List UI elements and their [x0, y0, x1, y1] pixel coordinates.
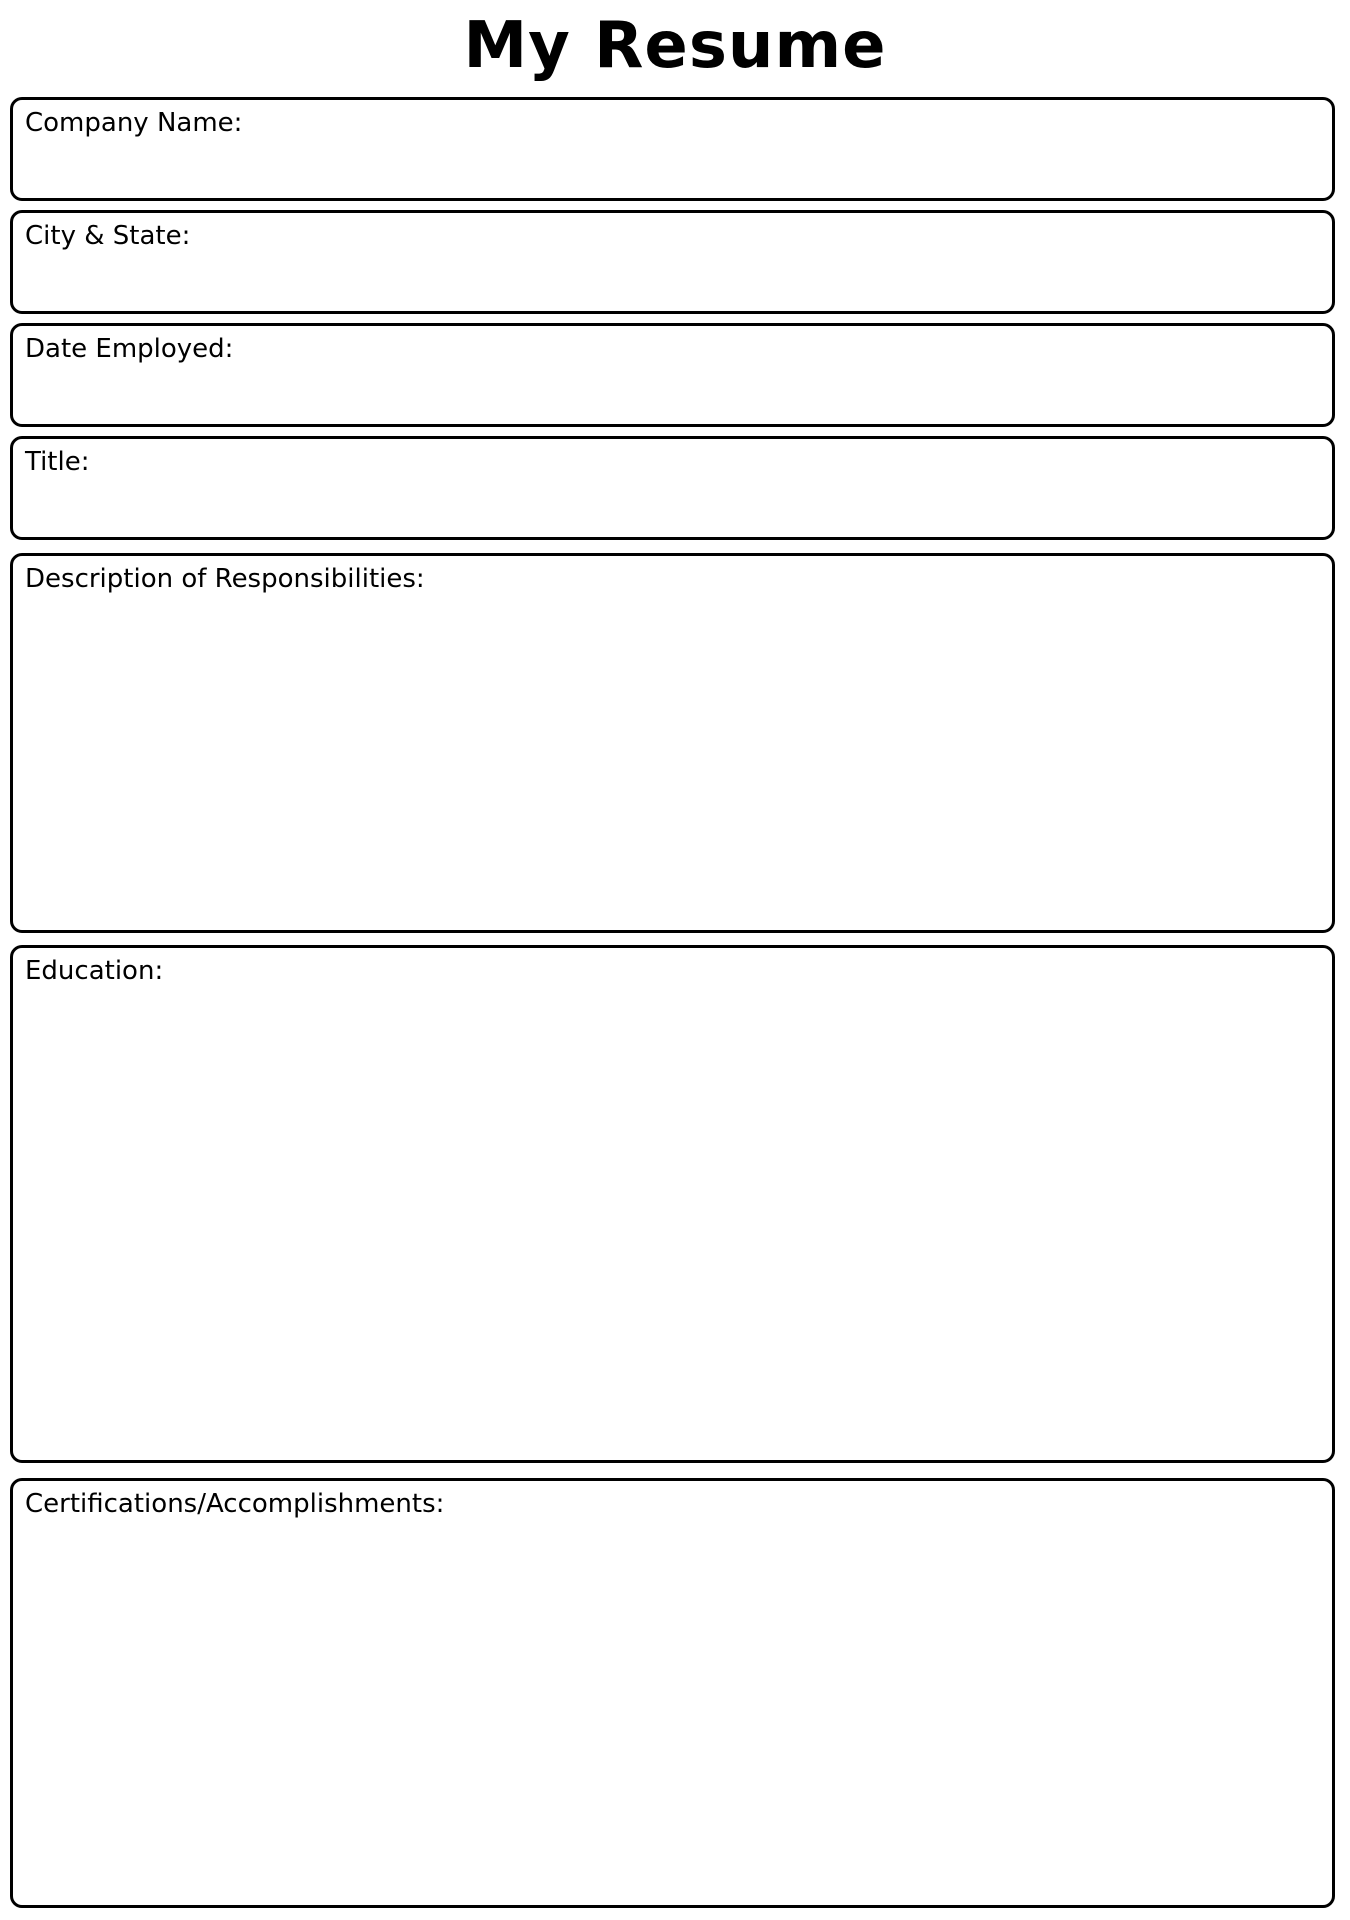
company-name-label: Company Name:: [25, 108, 243, 138]
education-field[interactable]: [10, 945, 1335, 1463]
date-employed-input[interactable]: [25, 370, 1320, 414]
date-employed-field[interactable]: [10, 323, 1335, 427]
city-state-field[interactable]: [10, 210, 1335, 314]
city-state-label: City & State:: [25, 221, 191, 251]
education-input[interactable]: [25, 992, 1320, 1450]
job-title-field[interactable]: [10, 436, 1335, 540]
certifications-label: Certifications/Accomplishments:: [25, 1489, 445, 1519]
job-title-label: Title:: [25, 447, 90, 477]
responsibilities-field[interactable]: [10, 553, 1335, 933]
responsibilities-input[interactable]: [25, 600, 1320, 920]
job-title-input[interactable]: [25, 483, 1320, 527]
education-label: Education:: [25, 956, 164, 986]
company-name-input[interactable]: [25, 144, 1320, 188]
company-name-field[interactable]: [10, 97, 1335, 201]
responsibilities-label: Description of Responsibilities:: [25, 564, 425, 594]
city-state-input[interactable]: [25, 257, 1320, 301]
certifications-input[interactable]: [25, 1525, 1320, 1895]
date-employed-label: Date Employed:: [25, 334, 234, 364]
page-title: My Resume: [463, 9, 887, 83]
certifications-field[interactable]: [10, 1478, 1335, 1908]
